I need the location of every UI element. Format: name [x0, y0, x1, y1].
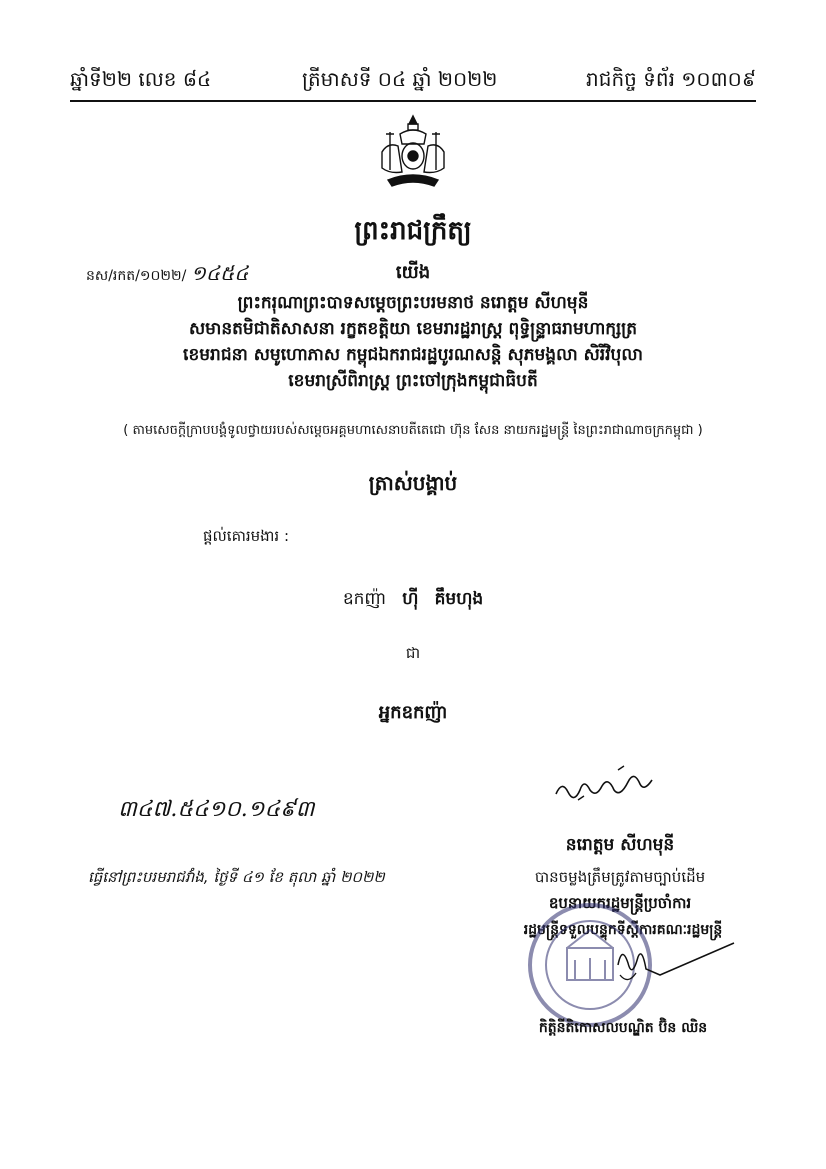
gazette-date: ត្រីមាសទី ០៤ ឆ្នាំ ២០២២ — [302, 67, 498, 91]
countersign-line-1: បានចម្លងត្រឹមត្រូវតាមច្បាប់ដើម — [534, 868, 706, 886]
header-divider — [70, 100, 756, 102]
handwritten-note: ៣៤៧.៥៤១០.១៤៩៣ — [118, 797, 315, 822]
gazette-page: រាជកិច្ច ទំព័រ ១០៣០៩ — [586, 67, 756, 91]
recipient-surname: ហ៊ី — [402, 589, 419, 609]
royal-title-line-3: ខេមរាជនា សមូហោភាស កម្ពុជឯករាជរដ្ឋបូរណសន្តិ សុភមង្គលា សិរីវិបុលា — [183, 345, 643, 365]
year-issue: ឆ្នាំទី២២ លេខ ៨៤ — [70, 67, 212, 91]
countersign-line-3: រដ្ឋមន្ត្រីទទួលបន្ទុកទីស្តីការគណៈរដ្ឋមន្ត្រី — [523, 922, 723, 938]
countersign-line-2: ឧបនាយករដ្ឋមន្ត្រីប្រចាំការ — [548, 894, 692, 912]
recipient-title: ឧកញ៉ា — [342, 589, 386, 609]
reference-prefix: នស/រកត/១០២២/ — [86, 268, 187, 284]
grant-label: ផ្តល់គោរមងារ : — [203, 527, 289, 545]
minister-signature-icon — [600, 935, 740, 995]
place-and-date: ធ្វើនៅព្រះបរមរាជវាំង, ថ្ងៃទី ៤១ ខែ តុលា ឆ្នាំ ២០២២ — [88, 868, 385, 886]
minister-name: កិត្តិនីតិកោសលបណ្ឌិត ប៊ិន ឈិន — [538, 1020, 708, 1036]
as-word: ជា — [405, 644, 421, 662]
we-heading: យើង — [395, 262, 431, 283]
reference-handwritten-number: ១៤៥៤ — [190, 261, 249, 285]
royal-title-line-2: សមានតមិជាតិសាសនា រក្ខតខត្តិយា ខេមរារដ្ឋរាស្ត្រ ពុទ្ធិន្ទ្រាធរាមហាក្សត្រ — [188, 319, 638, 339]
recipient-name — [0, 588, 826, 613]
recipient-given-name: គឹមហុង — [434, 589, 484, 609]
proposal-text: ( តាមសេចក្តីក្រាបបង្គំទូលថ្វាយរបស់សម្តេចអគ្គមហាសេនាបតីតេជោ ហ៊ុន សែន នាយករដ្ឋមន្ត្រី នៃព្រះរាជាណាចក្រកម្ពុជា ) — [123, 423, 703, 438]
king-name: នរោត្តម សីហមុនី — [565, 835, 675, 855]
decree-heading: ត្រាស់បង្គាប់ — [368, 471, 458, 495]
royal-title-line-4: ខេមរាស្រីពិរាស្ត្រ ព្រះចៅក្រុងកម្ពុជាធិបតី — [288, 371, 538, 391]
royal-title-line-1: ព្រះករុណាព្រះបាទសម្តេចព្រះបរមនាថ នរោត្តម សីហមុនី — [237, 293, 589, 313]
king-signature-icon — [548, 760, 658, 806]
document-title: ព្រះរាជក្រឹត្យ — [354, 216, 472, 246]
gazette-header — [70, 66, 756, 96]
royal-arms-emblem-icon — [368, 112, 458, 192]
rank-title: អ្នកឧកញ៉ា — [378, 702, 448, 723]
